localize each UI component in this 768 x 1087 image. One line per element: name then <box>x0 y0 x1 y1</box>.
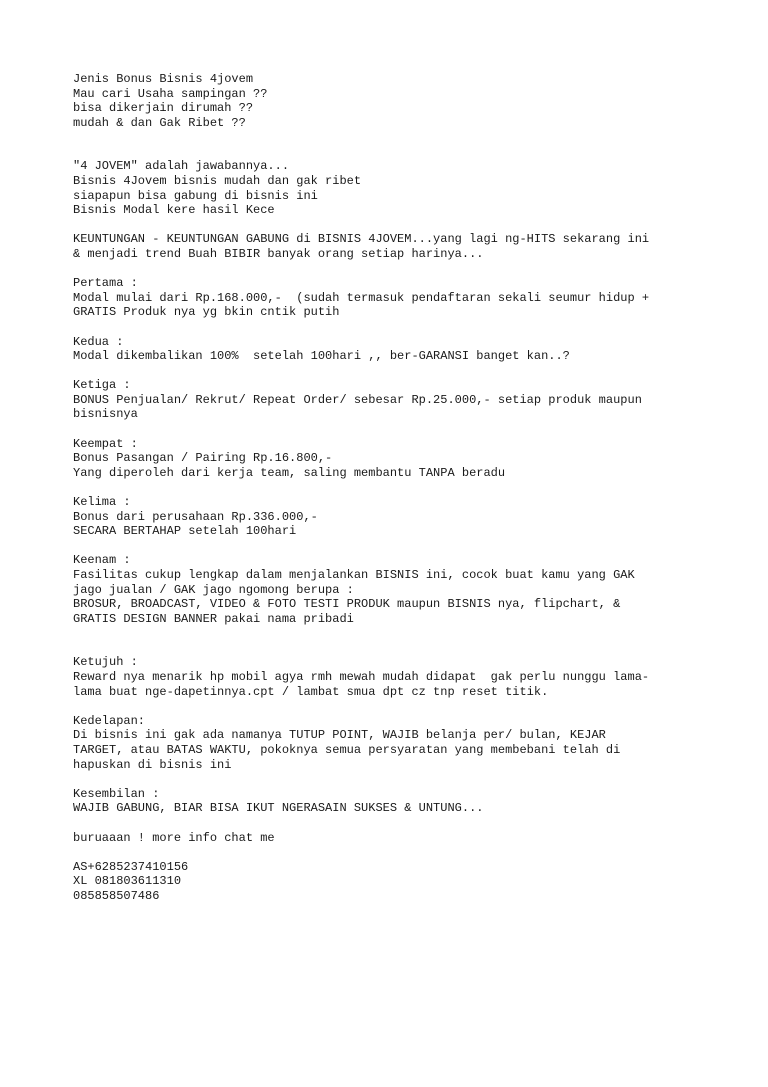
section-title: Kedua : <box>73 334 124 349</box>
section-title: Kelima : <box>73 495 131 510</box>
section-line: Yang diperoleh dari kerja team, saling membantu TANPA beradu <box>73 465 506 480</box>
section-line: BROSUR, BROADCAST, VIDEO & FOTO TESTI PRODUK maupun BISNIS nya, flipchart, & <box>73 597 621 612</box>
intro-line: Mau cari Usaha sampingan ?? <box>73 86 268 101</box>
section-pertama <box>73 276 713 320</box>
benefits-header <box>73 232 713 261</box>
section-line: BONUS Penjualan/ Rekrut/ Repeat Order/ sebesar Rp.25.000,- setiap produk maupun <box>73 392 642 407</box>
section-keempat <box>73 437 713 481</box>
section-title: Keenam : <box>73 553 131 568</box>
intro-block <box>73 72 713 130</box>
section-line: bisnisnya <box>73 407 138 422</box>
section-line: Modal mulai dari Rp.168.000,- (sudah termasuk pendaftaran sekali seumur hidup + <box>73 290 650 305</box>
section-line: Fasilitas cukup lengkap dalam menjalankan BISNIS ini, cocok buat kamu yang GAK <box>73 568 635 582</box>
section-title: Ketujuh : <box>73 655 138 670</box>
contact-number: XL 081803611310 <box>73 874 182 889</box>
document-body <box>73 72 713 903</box>
section-title: Keempat : <box>73 436 138 451</box>
answer-line: "4 JOVEM" adalah jawabannya... <box>73 159 290 174</box>
section-line: Reward nya menarik hp mobil agya rmh mewah mudah didapat gak perlu nunggu lama- <box>73 669 650 684</box>
answer-line: siapapun bisa gabung di bisnis ini <box>73 188 318 203</box>
section-line: lama buat nge-dapetinnya.cpt / lambat smua dpt cz tnp reset titik. <box>73 684 549 699</box>
section-title: Ketiga : <box>73 378 131 393</box>
contact-list <box>73 860 713 904</box>
section-keenam <box>73 553 713 626</box>
answer-line: Bisnis 4Jovem bisnis mudah dan gak ribet <box>73 173 362 188</box>
section-line: TARGET, atau BATAS WAKTU, pokoknya semua persyaratan yang membebani telah di <box>73 742 621 757</box>
section-ketujuh <box>73 655 713 699</box>
section-line: Bonus dari perusahaan Rp.336.000,- <box>73 509 318 524</box>
answer-line: Bisnis Modal kere hasil Kece <box>73 203 275 218</box>
benefits-line: & menjadi trend Buah BIBIR banyak orang setiap harinya... <box>73 246 484 261</box>
section-line: jago jualan / GAK jago ngomong berupa : <box>73 582 354 597</box>
call-to-action: buruaaan ! more info chat me <box>73 830 275 845</box>
answer-block <box>73 159 713 217</box>
section-kelima <box>73 495 713 539</box>
benefits-line: KEUNTUNGAN - KEUNTUNGAN GABUNG di BISNIS 4JOVEM...yang lagi ng-HITS sekarang ini <box>73 232 650 247</box>
intro-line: bisa dikerjain dirumah ?? <box>73 101 254 116</box>
section-line: hapuskan di bisnis ini <box>73 757 232 772</box>
section-ketiga <box>73 378 713 422</box>
section-line: SECARA BERTAHAP setelah 100hari <box>73 524 297 539</box>
intro-line: mudah & dan Gak Ribet ?? <box>73 115 246 130</box>
section-line: Di bisnis ini gak ada namanya TUTUP POINT, WAJIB belanja per/ bulan, KEJAR <box>73 728 606 743</box>
section-title: Kedelapan: <box>73 713 146 728</box>
section-kesembilan <box>73 787 713 816</box>
section-line: GRATIS Produk nya yg bkin cntik putih <box>73 305 340 320</box>
section-line: Bonus Pasangan / Pairing Rp.16.800,- <box>73 451 333 466</box>
section-title: Kesembilan : <box>73 786 160 801</box>
document-title: Jenis Bonus Bisnis 4jovem <box>73 72 254 86</box>
section-kedua <box>73 335 713 364</box>
section-title: Pertama : <box>73 276 138 291</box>
section-line: GRATIS DESIGN BANNER pakai nama pribadi <box>73 611 354 626</box>
section-line: Modal dikembalikan 100% setelah 100hari ,, ber-GARANSI banget kan..? <box>73 349 570 364</box>
section-line: WAJIB GABUNG, BIAR BISA IKUT NGERASAIN SUKSES & UNTUNG... <box>73 801 484 816</box>
section-kedelapan <box>73 714 713 772</box>
contact-number: 085858507486 <box>73 888 160 903</box>
contact-number: AS+6285237410156 <box>73 859 189 874</box>
